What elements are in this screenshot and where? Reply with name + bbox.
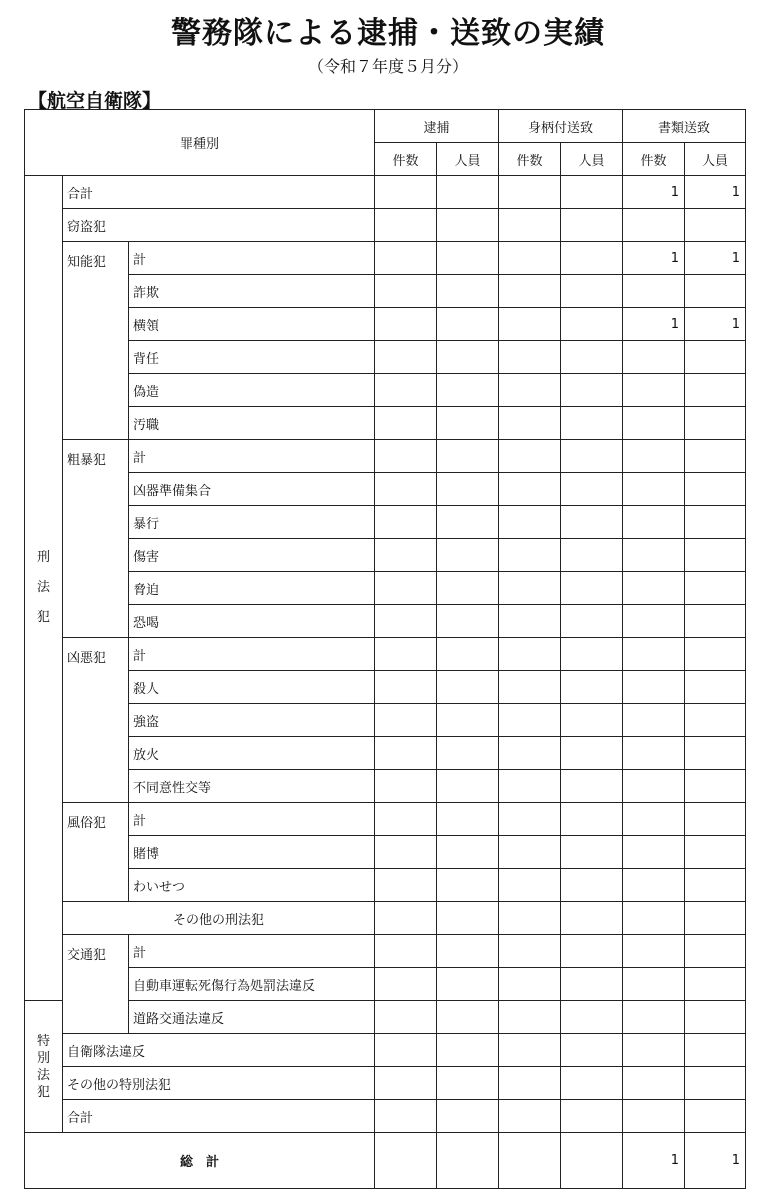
row-group-label: 交通犯 [63,935,129,1034]
row-label: 自動車運転死傷行為処罰法違反 [129,968,375,1001]
table-row [25,968,746,1001]
grand-total-label: 総 計 [25,1133,375,1189]
row-label: 合計 [63,1100,375,1133]
row-label: その他の刑法犯 [63,902,375,935]
row-label: 計 [129,803,375,836]
table-row [25,440,746,473]
table-row [25,275,746,308]
row-label: 暴行 [129,506,375,539]
documents-persons-header: 人員 [685,143,746,176]
table-row [25,770,746,803]
row-label: 自衛隊法違反 [63,1034,375,1067]
row-label: 殺人 [129,671,375,704]
row-label: 恐喝 [129,605,375,638]
page-title: 警務隊による逮捕・送致の実績 [171,16,605,51]
documents-header: 書類送致 [623,110,746,143]
table-row [25,308,746,341]
report-period: （令和７年度５月分） [307,57,468,76]
table-row [25,1067,746,1100]
row-label: その他の特別法犯 [63,1067,375,1100]
row-label: 脅迫 [129,572,375,605]
table-row [25,836,746,869]
documents-count-header: 件数 [623,143,685,176]
row-label: 計 [129,638,375,671]
row-label: 不同意性交等 [129,770,375,803]
table-row [25,341,746,374]
cell-value: 1 [623,308,685,341]
custody-header: 身柄付送致 [499,110,623,143]
row-label: 凶器準備集合 [129,473,375,506]
table-row [25,605,746,638]
group-special-label: 特 別 法 犯 [25,1001,63,1133]
custody-count-header: 件数 [499,143,561,176]
row-label: 窃盗犯 [63,209,375,242]
table-row [25,473,746,506]
header-row [25,110,746,143]
custody-persons-header: 人員 [561,143,623,176]
table-row [25,539,746,572]
statistics-table [24,109,746,1189]
table-row [25,209,746,242]
row-label: 傷害 [129,539,375,572]
table-row [25,671,746,704]
cell-value: 1 [623,176,685,209]
row-group-label: 凶悪犯 [63,638,129,803]
row-label: 計 [129,242,375,275]
table-row [25,374,746,407]
grand-total-row [25,1133,746,1189]
table-row [25,935,746,968]
cell-value: 1 [623,1133,685,1189]
row-label: 汚職 [129,407,375,440]
cell-value: 1 [623,242,685,275]
table-row [25,242,746,275]
table-row [25,869,746,902]
table-row [25,572,746,605]
arrest-count-header: 件数 [375,143,437,176]
row-label: 横領 [129,308,375,341]
row-label: 計 [129,935,375,968]
table-row [25,737,746,770]
row-label: わいせつ [129,869,375,902]
row-label: 賭博 [129,836,375,869]
table-row [25,176,746,209]
row-group-label: 粗暴犯 [63,440,129,638]
row-label: 背任 [129,341,375,374]
row-label: 計 [129,440,375,473]
row-label: 詐欺 [129,275,375,308]
category-header: 罪種別 [25,110,375,176]
table-row [25,1001,746,1034]
arrest-persons-header: 人員 [437,143,499,176]
table-row [25,506,746,539]
cell-value: 1 [685,242,746,275]
row-group-label: 風俗犯 [63,803,129,902]
cell-value: 1 [685,1133,746,1189]
table-row [25,704,746,737]
table-row [25,902,746,935]
table-row [25,407,746,440]
table-row [25,638,746,671]
table-row [25,1034,746,1067]
group-criminal-label: 刑 法 犯 [25,176,63,1001]
cell-value: 1 [685,176,746,209]
row-label: 道路交通法違反 [129,1001,375,1034]
arrest-header: 逮捕 [375,110,499,143]
row-label: 合計 [63,176,375,209]
row-group-label: 知能犯 [63,242,129,440]
cell-value: 1 [685,308,746,341]
row-label: 放火 [129,737,375,770]
row-label: 強盗 [129,704,375,737]
unit-label: 【航空自衛隊】 [28,90,162,112]
row-label: 偽造 [129,374,375,407]
table-row [25,1100,746,1133]
table-row [25,803,746,836]
